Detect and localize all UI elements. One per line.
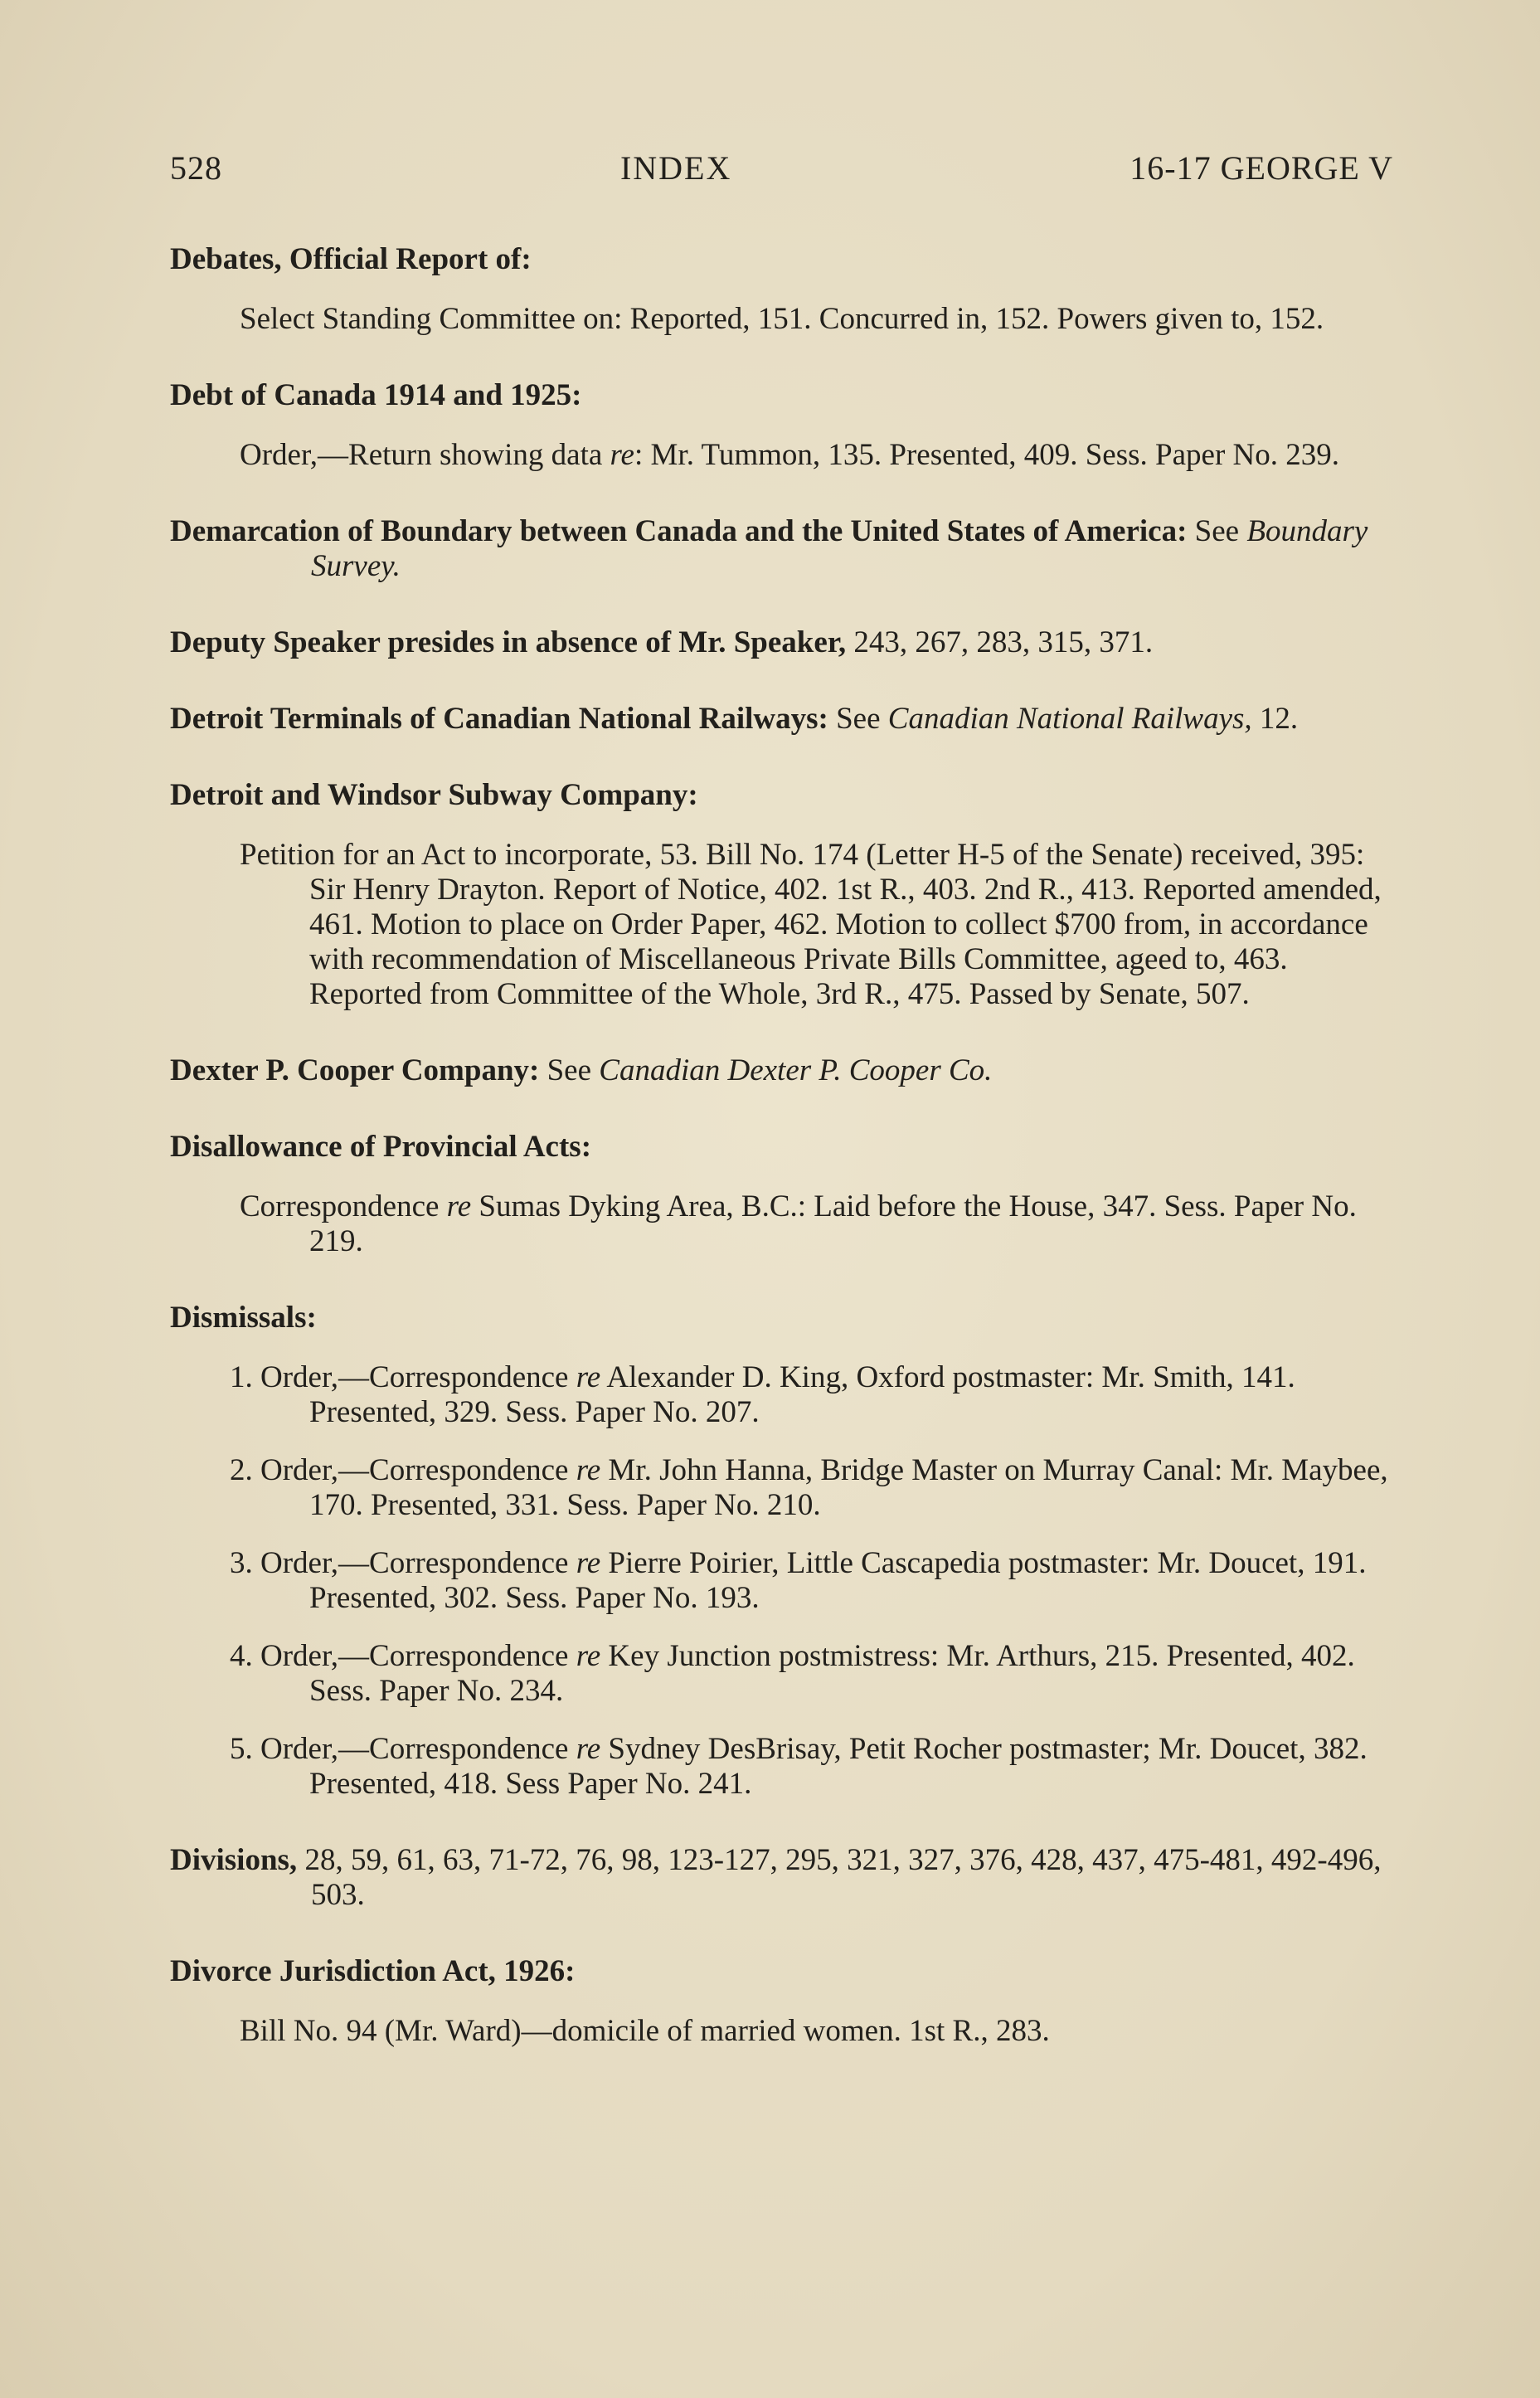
cross-reference: Canadian National Railways, xyxy=(887,702,1252,736)
page-number: 528 xyxy=(170,149,222,187)
cross-reference: Boundary Survey. xyxy=(311,514,1368,583)
entry-heading: Detroit Terminals of Canadian National Railways: xyxy=(170,702,828,736)
re-italic: re xyxy=(576,1546,601,1580)
see-label: See xyxy=(539,1053,600,1087)
list-item xyxy=(170,1732,1393,1802)
entry-deputy-speaker xyxy=(170,625,1393,660)
list-item xyxy=(170,1639,1393,1709)
text-part: Key Junction postmistress: Mr. Arthurs, 215. Presented, 402. Sess. Paper No. 234. xyxy=(309,1639,1355,1708)
entry-heading: Detroit and Windsor Subway Company: xyxy=(170,778,698,812)
entry-debt xyxy=(170,378,1393,473)
entry-detroit-windsor xyxy=(170,778,1393,1012)
running-title: INDEX xyxy=(619,149,732,187)
entry-text xyxy=(170,438,1393,473)
entry-text: Select Standing Committee on: Reported, 151. Concurred in, 152. Powers given to, 152. xyxy=(240,302,1324,336)
entry-text xyxy=(170,1189,1393,1259)
entry-heading: Divisions, xyxy=(170,1843,298,1877)
entry-heading: Dismissals: xyxy=(170,1301,317,1335)
entry-heading: Deputy Speaker presides in absence of Mr. Speaker, xyxy=(170,625,847,659)
entry-heading: Debates, Official Report of: xyxy=(170,242,532,276)
re-italic: re xyxy=(576,1639,601,1673)
entry-divorce xyxy=(170,1954,1393,2049)
see-label: See xyxy=(828,702,888,736)
entry-debates xyxy=(170,242,1393,337)
entry-heading: Dexter P. Cooper Company: xyxy=(170,1053,540,1087)
text-part: Order,—Return showing data xyxy=(240,438,610,472)
re-italic: re xyxy=(446,1189,472,1223)
see-label: See xyxy=(1187,514,1247,548)
page-refs: 243, 267, 283, 315, 371. xyxy=(846,625,1154,659)
list-item xyxy=(170,1546,1393,1616)
page-refs: 28, 59, 61, 63, 71-72, 76, 98, 123-127, 295, 321, 327, 376, 428, 437, 475-481, 492-496, 503. xyxy=(297,1843,1382,1912)
cross-reference: Canadian Dexter P. Cooper Co. xyxy=(599,1053,993,1087)
list-item xyxy=(170,1360,1393,1430)
re-italic: re xyxy=(576,1360,601,1394)
item-number: 5. xyxy=(230,1732,253,1766)
item-number: 2. xyxy=(230,1453,253,1487)
text-part: Order,—Correspondence xyxy=(260,1732,576,1766)
text-part: Order,—Correspondence xyxy=(260,1546,576,1580)
entry-dexter xyxy=(170,1053,1393,1088)
item-number: 1. xyxy=(230,1360,253,1394)
dismissals-list xyxy=(170,1360,1393,1802)
entry-text: Petition for an Act to incorporate, 53. Bill No. 174 (Letter H-5 of the Senate) received, 395: Sir Henry Drayton. Report of Notice, 402. 1st R., 403. 2nd R., 413. Reported amended, 461. Motion to place on Order Paper, 462. Motion to collect $700 from, in accordance with recommendation of Miscellaneous Private Bills Committee, ageed to, 463. Reported from Committee of the Whole, 3rd R., 475. Passed by Senate, 507. xyxy=(240,838,1382,1011)
page-header xyxy=(170,151,1393,186)
entry-dismissals xyxy=(170,1301,1393,1802)
re-italic: re xyxy=(610,438,634,472)
text-part: Correspondence xyxy=(240,1189,447,1223)
entry-heading: Debt of Canada 1914 and 1925: xyxy=(170,378,582,412)
item-number: 3. xyxy=(230,1546,253,1580)
entry-detroit-terminals xyxy=(170,702,1393,737)
entry-heading: Demarcation of Boundary between Canada and the United States of America: xyxy=(170,514,1188,548)
text-part: Pierre Poirier, Little Cascapedia postmaster: Mr. Doucet, 191. Presented, 302. Sess. Paper No. 193. xyxy=(309,1546,1367,1615)
re-italic: re xyxy=(576,1732,601,1766)
index-content xyxy=(170,151,1393,2090)
text-part: Mr. John Hanna, Bridge Master on Murray Canal: Mr. Maybee, 170. Presented, 331. Sess. Paper No. 210. xyxy=(309,1453,1388,1522)
entry-disallowance xyxy=(170,1130,1393,1259)
text-part: : Mr. Tummon, 135. Presented, 409. Sess. Paper No. 239. xyxy=(634,438,1339,472)
text-part: Order,—Correspondence xyxy=(260,1360,576,1394)
entry-heading: Disallowance of Provincial Acts: xyxy=(170,1130,592,1164)
entry-demarcation xyxy=(170,514,1393,584)
text-part: Sydney DesBrisay, Petit Rocher postmaster; Mr. Doucet, 382. Presented, 418. Sess Paper No. 241. xyxy=(309,1732,1368,1801)
text-part: Alexander D. King, Oxford postmaster: Mr. Smith, 141. Presented, 329. Sess. Paper No. 207. xyxy=(309,1360,1295,1429)
entry-text: Bill No. 94 (Mr. Ward)—domicile of married women. 1st R., 283. xyxy=(240,2014,1050,2048)
text-part: Order,—Correspondence xyxy=(260,1453,576,1487)
text-part: Sumas Dyking Area, B.C.: Laid before the House, 347. Sess. Paper No. 219. xyxy=(309,1189,1357,1258)
re-italic: re xyxy=(576,1453,601,1487)
text-part: Order,—Correspondence xyxy=(260,1639,576,1673)
page-refs: 12. xyxy=(1251,702,1299,736)
list-item xyxy=(170,1453,1393,1523)
entry-heading: Divorce Jurisdiction Act, 1926: xyxy=(170,1954,576,1988)
volume-label: 16-17 GEORGE V xyxy=(1129,149,1393,187)
entry-divisions xyxy=(170,1843,1393,1913)
item-number: 4. xyxy=(230,1639,253,1673)
